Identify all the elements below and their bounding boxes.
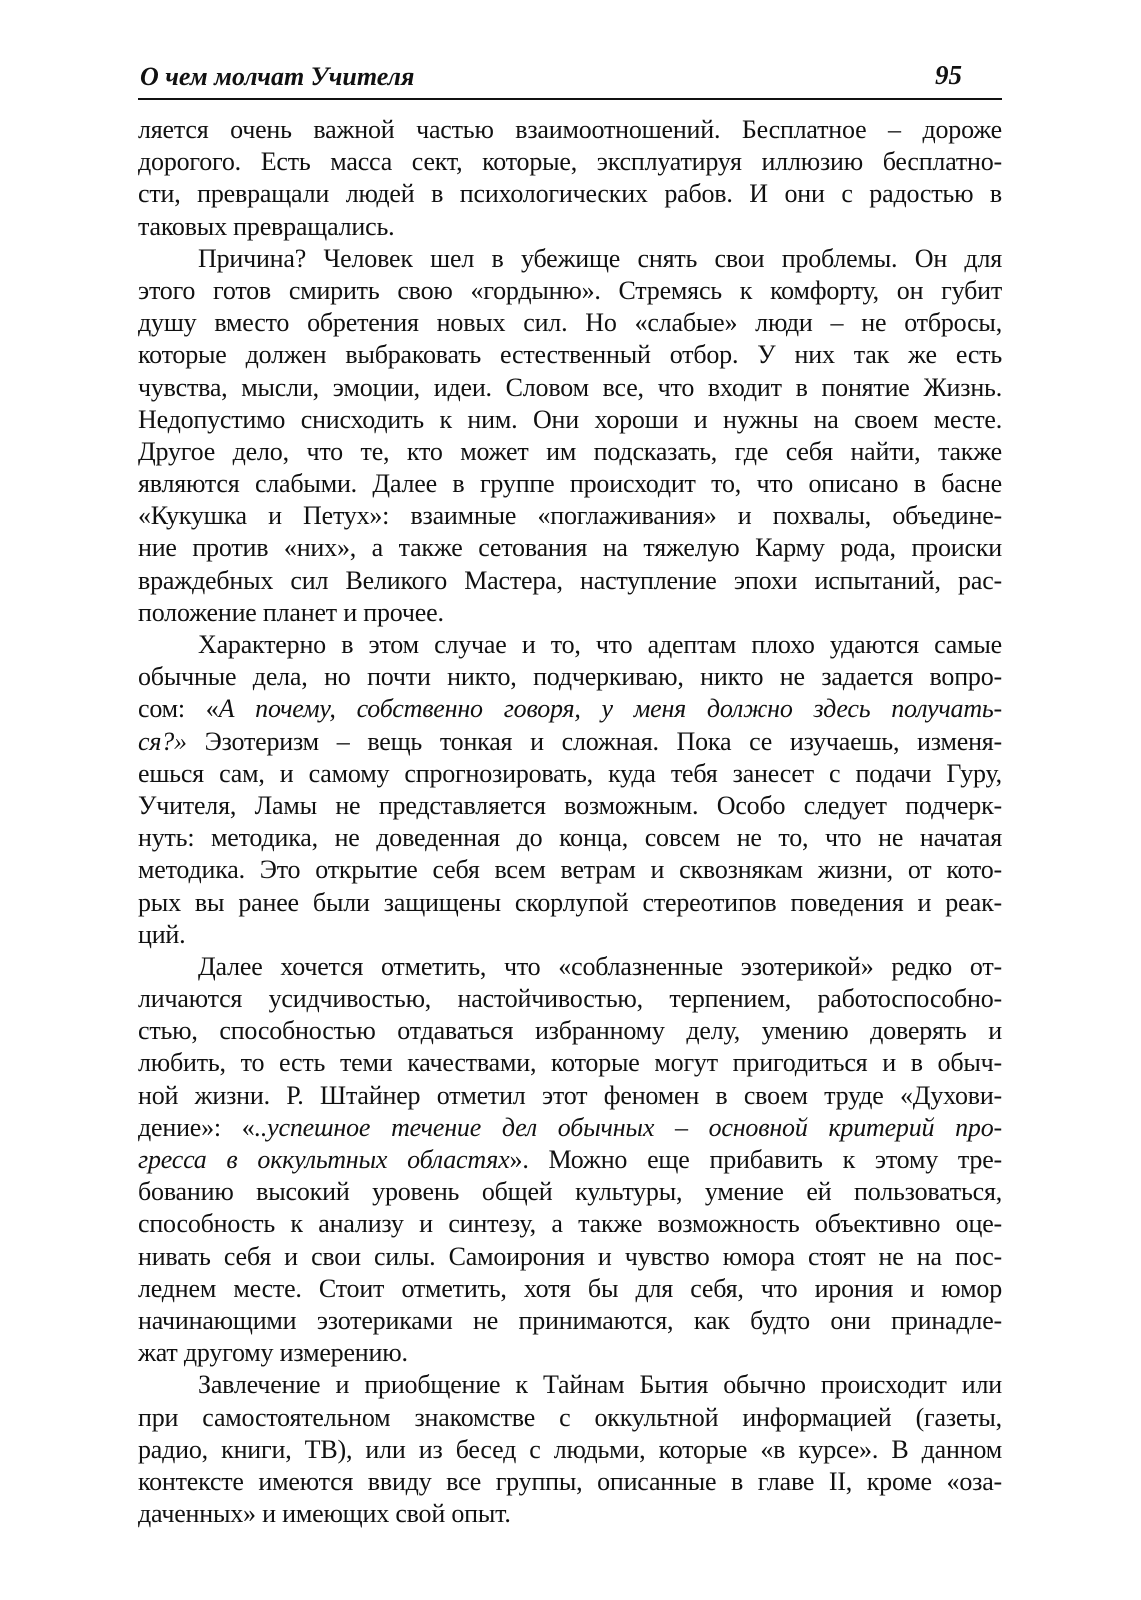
header-title: О чем молчат Учителя [140,62,415,91]
running-header [138,58,1002,100]
text-line: враждебных сил Великого Мастера, наступление эпохи испытаний, рас- [138,565,1002,595]
text-line: при самостоятельном знакомстве с оккультной информацией (газеты, [138,1402,1002,1432]
text-line: нивать себя и свои силы. Самоирония и чувство юмора стоят не на пос- [138,1241,1002,1271]
text-line: рых вы ранее были защищены скорлупой стереотипов поведения и реак- [138,887,1002,917]
italic-quote: А почему, собственно говоря, у меня должно здесь получать- [218,694,1002,724]
text-line: ляется очень важной частью взаимоотношений. Бесплатное – дороже [138,115,1002,144]
text-line: стью, способностью отдаваться избранному делу, умению доверять и [138,1016,1002,1046]
text-line: чувства, мысли, эмоции, идеи. Словом все, что входит в понятие Жизнь. [138,372,1002,402]
paragraph [138,243,1002,629]
text-line: этого готов смирить свою «гордыню». Стремясь к комфорту, он губит [138,275,1002,305]
text-line: любить, то есть теми качествами, которые могут пригодиться и в обыч- [138,1048,1002,1078]
text-line: Характерно в этом случае и то, что адептам плохо удаются самые [198,630,1002,659]
text-line: леднем месте. Стоит отметить, хотя бы для себя, что ирония и юмор [138,1273,1002,1303]
text-line: таковых превращались. [138,211,395,241]
text-line: ся?» Эзотеризм – вещь тонкая и сложная. Пока се изучаешь, изменя- [138,726,1002,756]
text-line: даченных» и имеющих свой опыт. [138,1499,511,1529]
text-line: начинающими эзотериками не принимаются, как будто они принадле- [138,1305,1002,1335]
text-line: бованию высокий уровень общей культуры, умение ей пользоваться, [138,1177,1002,1207]
paragraph [138,114,1002,243]
page-number: 95 [935,60,962,90]
text-line: дорогого. Есть масса сект, которые, эксплуатируя иллюзию бесплатно- [138,147,1002,177]
text-line: сти, превращали людей в психологических рабов. И они с радостью в [138,179,1002,209]
text-line: душу вместо обретения новых сил. Но «слабые» люди – не отбросы, [138,308,1002,338]
italic-quote: ся?» [138,726,187,756]
text-line: сом: «А почему, собственно говоря, у меня должно здесь получать- [138,694,1002,724]
body-text [138,114,1002,1530]
text-line: гресса в оккультных областях». Можно еще прибавить к этому тре- [138,1145,1002,1174]
paragraph [138,1369,1002,1530]
text-line: способность к анализу и синтезу, а также возможность объективно оце- [138,1209,1002,1239]
text-line: Учителя, Ламы не представляется возможным. Особо следует подчерк- [138,790,1002,820]
paragraph [138,629,1002,951]
text-line: положение планет и прочее. [138,597,444,627]
text-line: методика. Это открытие себя всем ветрам и сквознякам жизни, от кото- [138,855,1002,885]
text-line: Далее хочется отметить, что «соблазненные эзотерикой» редко от- [198,951,1002,981]
text-line: дение»: «..успешное течение дел обычных – основной критерий про- [138,1112,1002,1142]
text-line: радио, книги, ТВ), или из бесед с людьми, которые «в курсе». В данном [138,1434,1002,1464]
text-line: Причина? Человек шел в убежище снять свои проблемы. Он для [198,243,1002,273]
text-line: личаются усидчивостью, настойчивостью, терпением, работоспособно- [138,984,1002,1014]
text-line: ние против «них», а также сетования на тяжелую Карму рода, происки [138,533,1002,563]
text-line: являются слабыми. Далее в группе происходит то, что описано в басне [138,469,1002,499]
text-line: ций. [138,919,186,949]
text-line: которые должен выбраковать естественный отбор. У них так же есть [138,340,1002,370]
text-line: Другое дело, что те, кто может им подсказать, где себя найти, также [138,436,1002,466]
text-line: жат другому измерению. [138,1338,408,1368]
text-line: нуть: методика, не доведенная до конца, совсем не то, что не начатая [138,823,1002,853]
italic-quote: гресса в оккультных областях [138,1145,510,1174]
text-line: ешься сам, и самому спрогнозировать, куда тебя занесет с подачи Гуру, [138,758,1002,788]
text-line: ной жизни. Р. Штайнер отметил этот феномен в своем труде «Духови- [138,1080,1002,1110]
paragraph [138,951,1002,1369]
text-line: контексте имеются ввиду все группы, описанные в главе II, кроме «оза- [138,1466,1002,1496]
text-line: обычные дела, но почти никто, подчеркиваю, никто не задается вопро- [138,662,1002,692]
italic-quote: ..успешное течение дел обычных – основной критерий про- [254,1112,1002,1142]
text-line: «Кукушка и Петух»: взаимные «поглаживания» и похвалы, объедине- [138,501,1002,531]
text-line: Завлечение и приобщение к Тайнам Бытия обычно происходит или [198,1370,1002,1400]
text-line: Недопустимо снисходить к ним. Они хороши и нужны на своем месте. [138,404,1002,434]
